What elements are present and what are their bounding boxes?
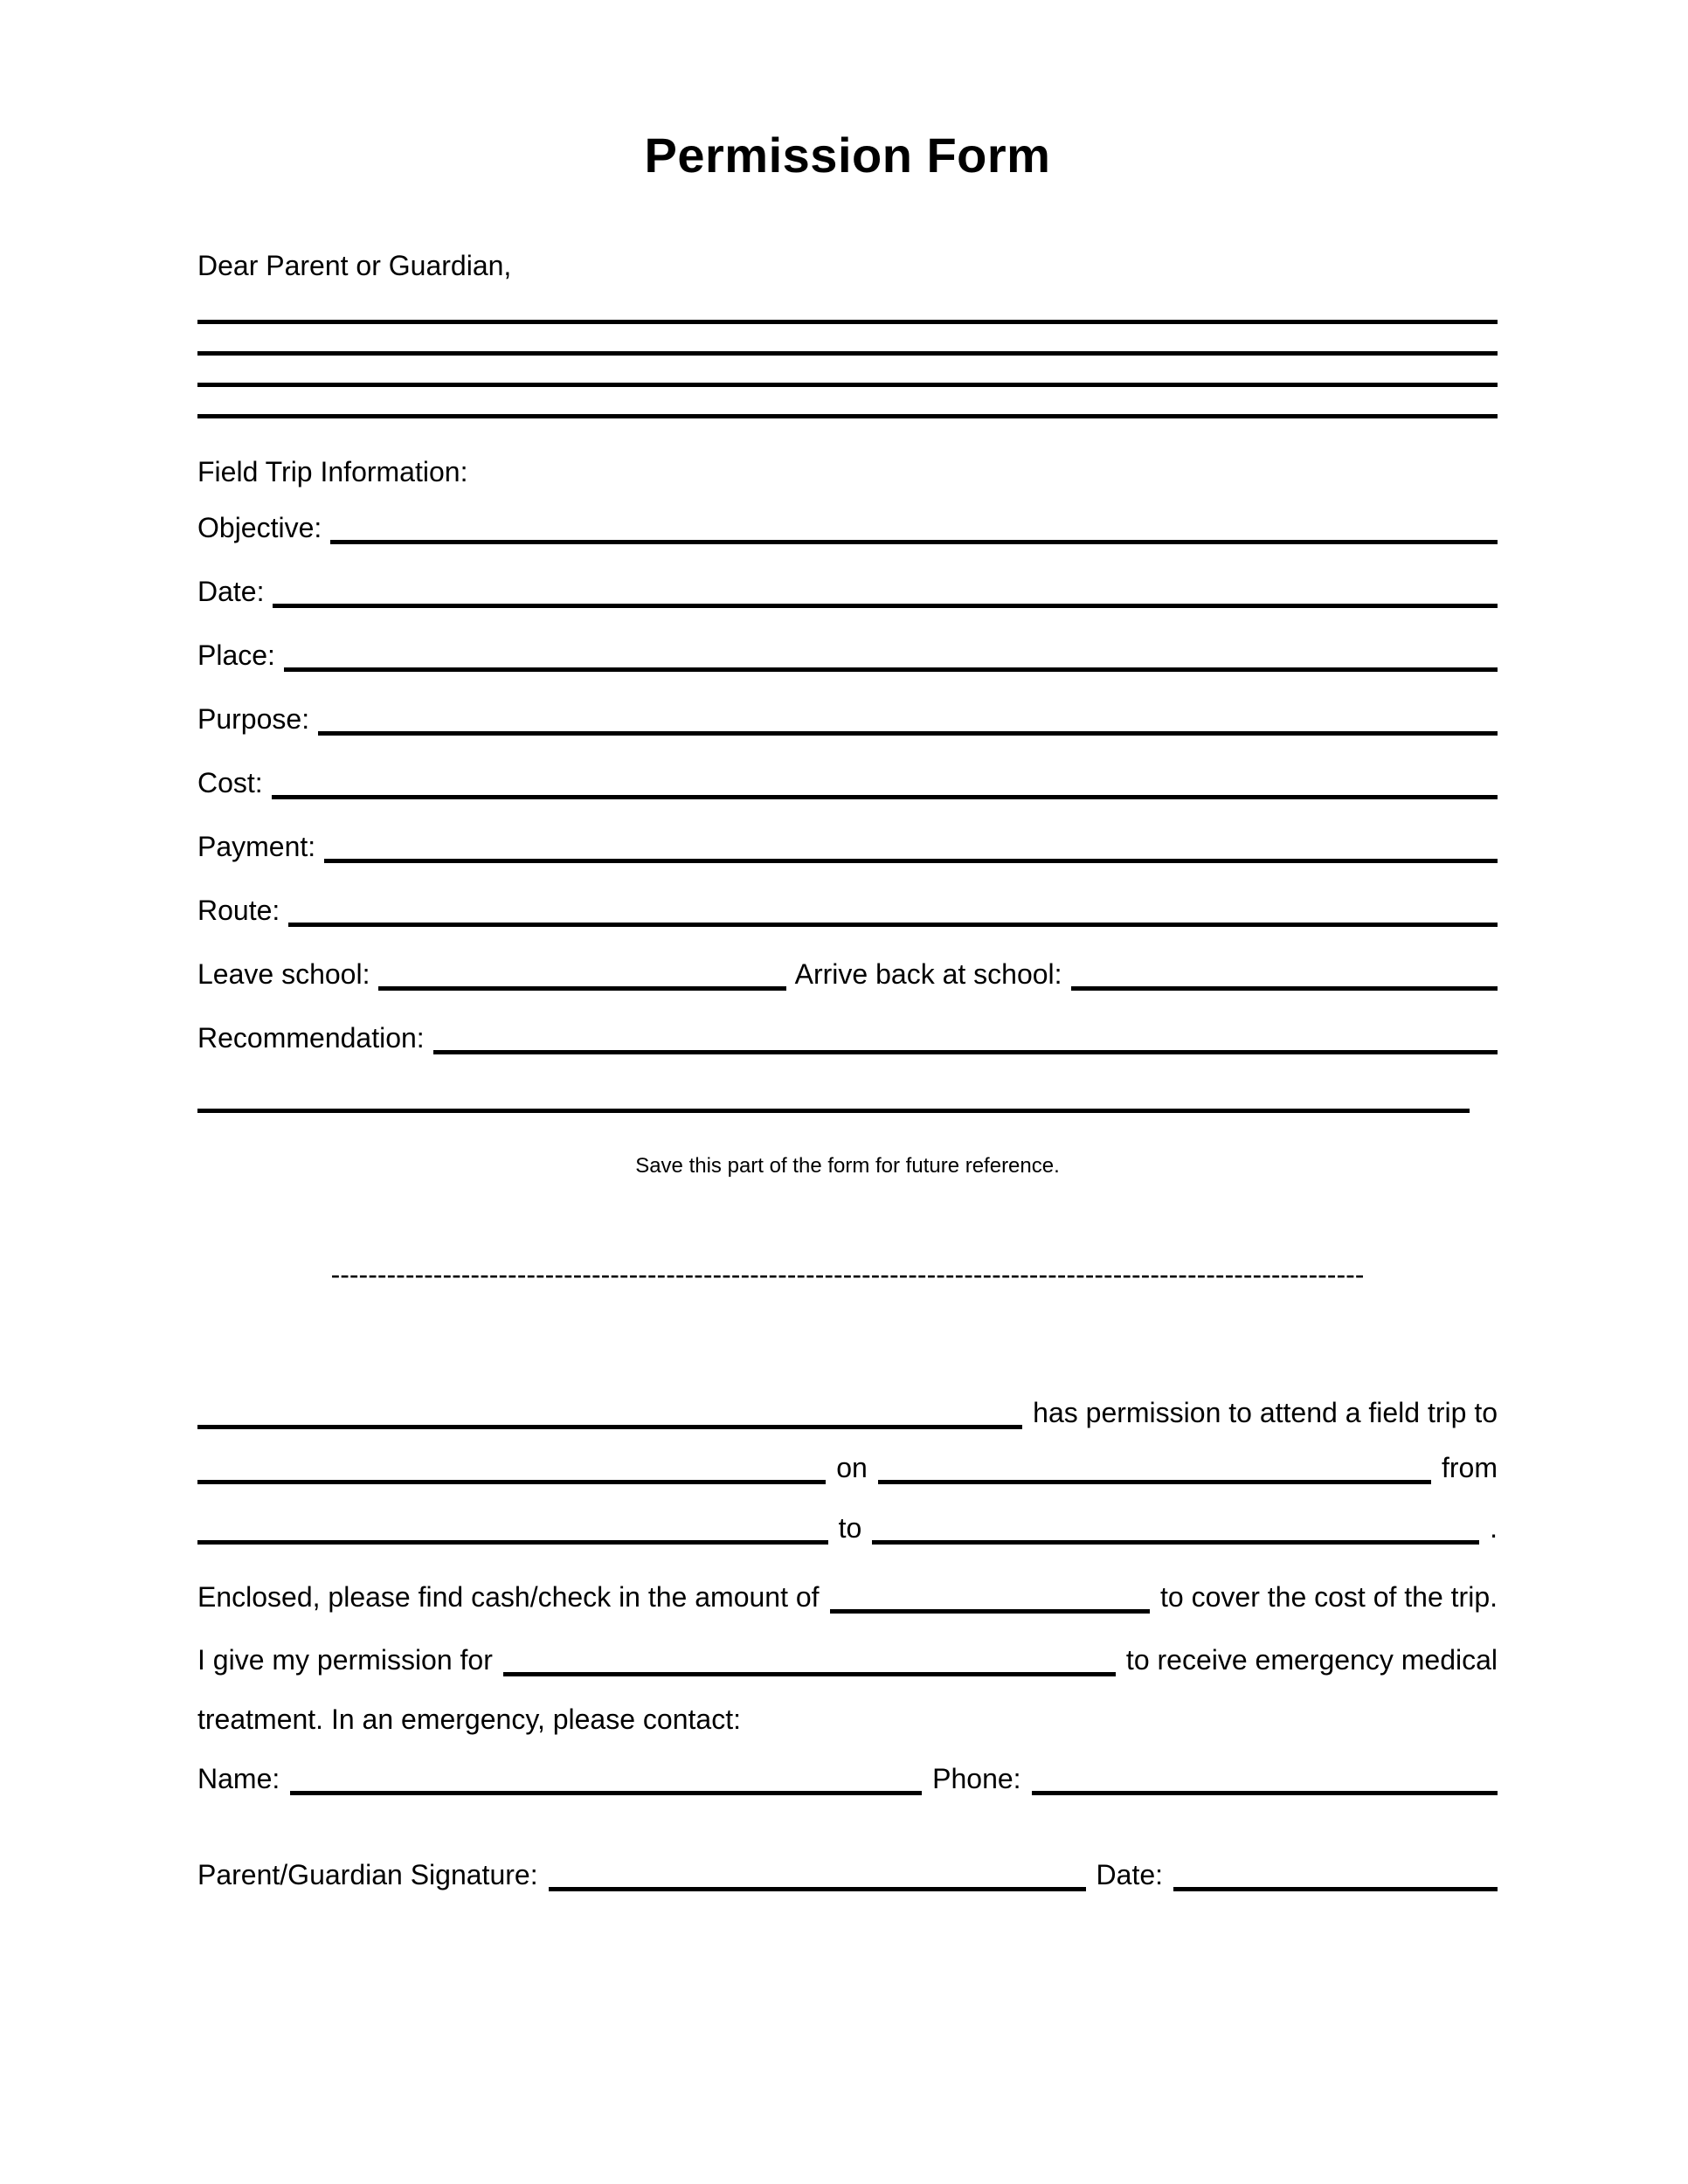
signature-date-label: Date: [1096,1859,1164,1890]
leave-school-label: Leave school: [197,958,370,990]
contact-name-blank[interactable] [290,1760,922,1795]
field-row-objective [197,509,1498,544]
enclosed-suffix: to cover the cost of the trip. [1160,1581,1498,1613]
save-note: Save this part of the form for future reference. [635,1154,1060,1178]
time-end-blank[interactable] [872,1510,1479,1545]
signature-blank[interactable] [549,1856,1086,1891]
trip-date-blank[interactable] [878,1449,1431,1484]
signature-date-blank[interactable] [1173,1856,1498,1891]
date-label: Date: [197,576,265,607]
payment-label: Payment: [197,831,316,862]
route-label: Route: [197,895,280,926]
row-enclosed-amount [197,1579,1498,1614]
medical-suffix: to receive emergency medical [1125,1644,1498,1676]
contact-phone-label: Phone: [932,1763,1021,1794]
field-row-payment [197,828,1498,863]
field-row-cost [197,764,1498,799]
objective-blank[interactable] [330,509,1498,544]
signature-label: Parent/Guardian Signature: [197,1859,538,1890]
contact-name-label: Name: [197,1763,280,1794]
letter-body-blank-line[interactable] [197,414,1498,418]
purpose-label: Purpose: [197,703,310,735]
recommendation-label: Recommendation: [197,1022,425,1054]
field-row-leave-arrive [197,956,1498,991]
treatment-text: treatment. In an emergency, please contact: [197,1704,741,1735]
to-text: to [838,1512,862,1544]
time-start-blank[interactable] [197,1510,828,1545]
payment-blank[interactable] [324,828,1498,863]
period-text: . [1490,1512,1498,1544]
enclosed-prefix: Enclosed, please find cash/check in the amount of [197,1581,820,1613]
purpose-blank[interactable] [318,701,1498,736]
row-time-range [197,1510,1498,1545]
row-student-name [197,1394,1498,1429]
row-destination-date [197,1449,1498,1484]
contact-phone-blank[interactable] [1032,1760,1498,1795]
place-label: Place: [197,639,275,671]
arrive-back-blank[interactable] [1071,956,1498,991]
field-row-recommendation [197,1019,1498,1054]
letter-body-blank-line[interactable] [197,320,1498,324]
cut-line-dashes: --------------------------------------------------------------------------------------------------------------- [330,1259,1365,1290]
section-heading: Field Trip Information: [197,456,468,487]
medical-name-blank[interactable] [503,1641,1116,1676]
recommendation-blank[interactable] [433,1019,1498,1054]
attend-text: has permission to attend a field trip to [1033,1397,1498,1428]
medical-prefix: I give my permission for [197,1644,493,1676]
letter-body-blank-line[interactable] [197,351,1498,356]
cost-blank[interactable] [272,764,1498,799]
on-text: on [836,1452,868,1483]
field-row-place [197,637,1498,672]
student-name-blank[interactable] [197,1394,1022,1429]
arrive-back-label: Arrive back at school: [794,958,1062,990]
place-blank[interactable] [284,637,1498,672]
letter-body-blank-line[interactable] [197,383,1498,387]
field-row-purpose [197,701,1498,736]
route-blank[interactable] [288,892,1498,927]
leave-school-blank[interactable] [378,956,785,991]
from-text: from [1442,1452,1498,1483]
objective-label: Objective: [197,512,322,543]
row-medical-permission [197,1641,1498,1676]
salutation: Dear Parent or Guardian, [197,250,512,281]
form-title: Permission Form [644,128,1051,183]
row-signature [197,1856,1498,1891]
destination-blank[interactable] [197,1449,826,1484]
cost-label: Cost: [197,767,263,798]
date-blank[interactable] [273,573,1498,608]
recommendation-continuation-line[interactable] [197,1109,1470,1113]
field-row-route [197,892,1498,927]
amount-blank[interactable] [830,1579,1150,1614]
row-emergency-contact [197,1760,1498,1795]
field-row-date [197,573,1498,608]
